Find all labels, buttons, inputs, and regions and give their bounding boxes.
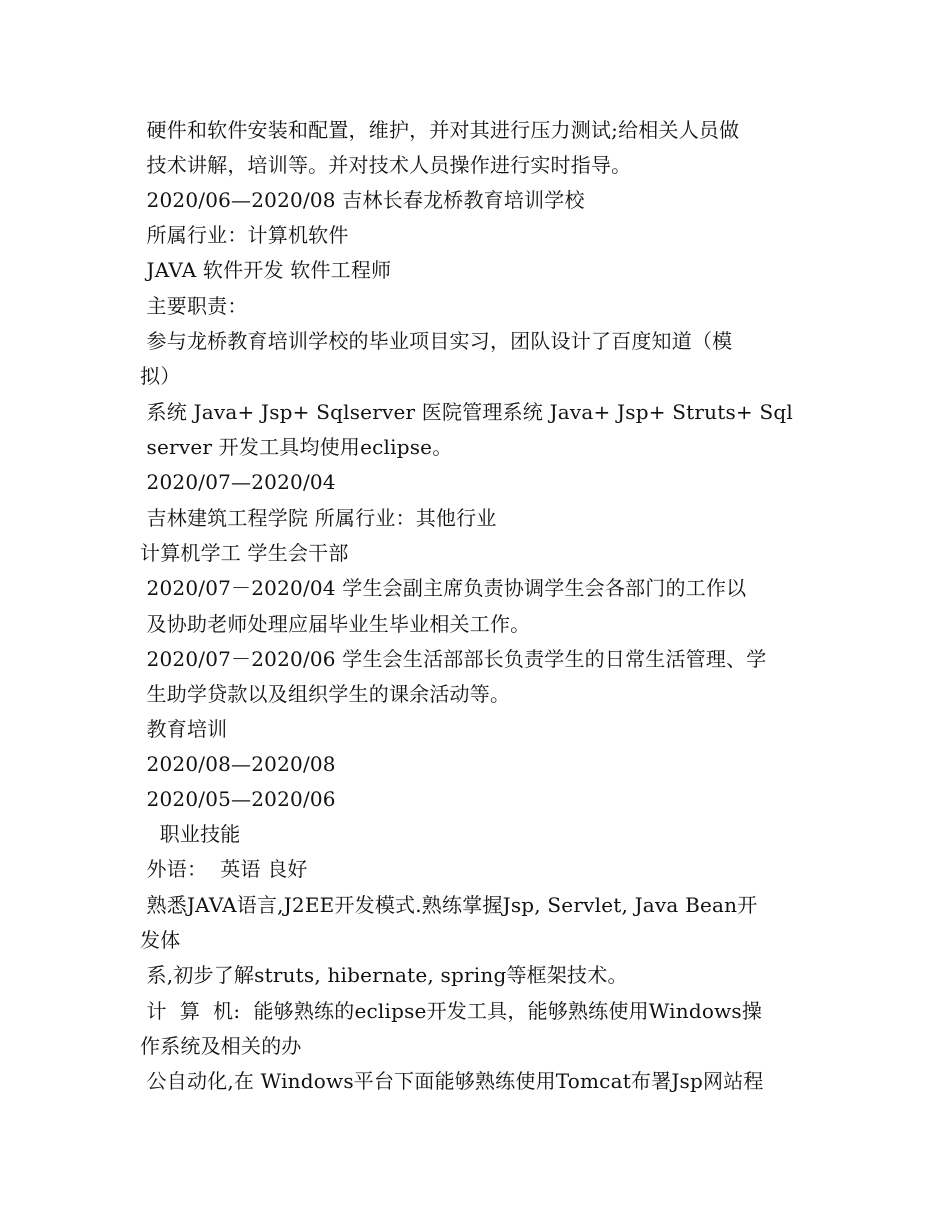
text-line: 2020/06—2020/08 吉林长春龙桥教育培训学校 bbox=[140, 188, 585, 212]
text-line: 拟） bbox=[140, 364, 181, 388]
text-line: 生助学贷款以及组织学生的课余活动等。 bbox=[140, 682, 511, 706]
text-line: 主要职责： bbox=[140, 294, 248, 318]
text-line: 系统 Java+ Jsp+ Sqlserver 医院管理系统 Java+ Jsp+ Struts+ Sql bbox=[140, 400, 793, 424]
text-line: 参与龙桥教育培训学校的毕业项目实习，团队设计了百度知道（模 bbox=[140, 329, 733, 353]
text-line: 及协助老师处理应届毕业生毕业相关工作。 bbox=[140, 612, 531, 636]
text-line: 熟悉JAVA语言,J2EE开发模式.熟练掌握Jsp, Servlet, Java Bean开 bbox=[140, 893, 758, 917]
text-line: 吉林建筑工程学院 所属行业：其他行业 bbox=[140, 506, 497, 530]
text-line: 外语： 英语 良好 bbox=[140, 857, 308, 881]
text-line: 2020/07—2020/04 bbox=[140, 470, 336, 494]
text-line: 计算机学工 学生会干部 bbox=[140, 541, 349, 565]
text-line: JAVA 软件开发 软件工程师 bbox=[140, 258, 392, 282]
text-line: 2020/07－2020/06 学生会生活部部长负责学生的日常生活管理、学 bbox=[140, 647, 767, 671]
text-line: 作系统及相关的办 bbox=[140, 1034, 302, 1058]
text-line: 所属行业：计算机软件 bbox=[140, 223, 349, 247]
text-line: 2020/07－2020/04 学生会副主席负责协调学生会各部门的工作以 bbox=[140, 576, 747, 600]
text-line: 系,初步了解struts, hibernate, spring等框架技术。 bbox=[140, 963, 628, 987]
text-line: 计 算 机: 能够熟练的eclipse开发工具，能够熟练使用Windows操 bbox=[140, 999, 763, 1023]
text-line: 发体 bbox=[140, 928, 181, 952]
text-line: server 开发工具均使用eclipse。 bbox=[140, 435, 453, 459]
text-line: 技术讲解，培训等。并对技术人员操作进行实时指导。 bbox=[140, 153, 632, 177]
text-line: 硬件和软件安装和配置，维护，并对其进行压力测试;给相关人员做 bbox=[140, 118, 740, 142]
text-line: 公自动化,在 Windows平台下面能够熟练使用Tomcat布署Jsp网站程 bbox=[140, 1069, 764, 1093]
text-line: 职业技能 bbox=[140, 822, 241, 846]
text-line: 2020/05—2020/06 bbox=[140, 787, 336, 811]
text-line: 2020/08—2020/08 bbox=[140, 752, 336, 776]
text-line: 教育培训 bbox=[140, 717, 228, 741]
